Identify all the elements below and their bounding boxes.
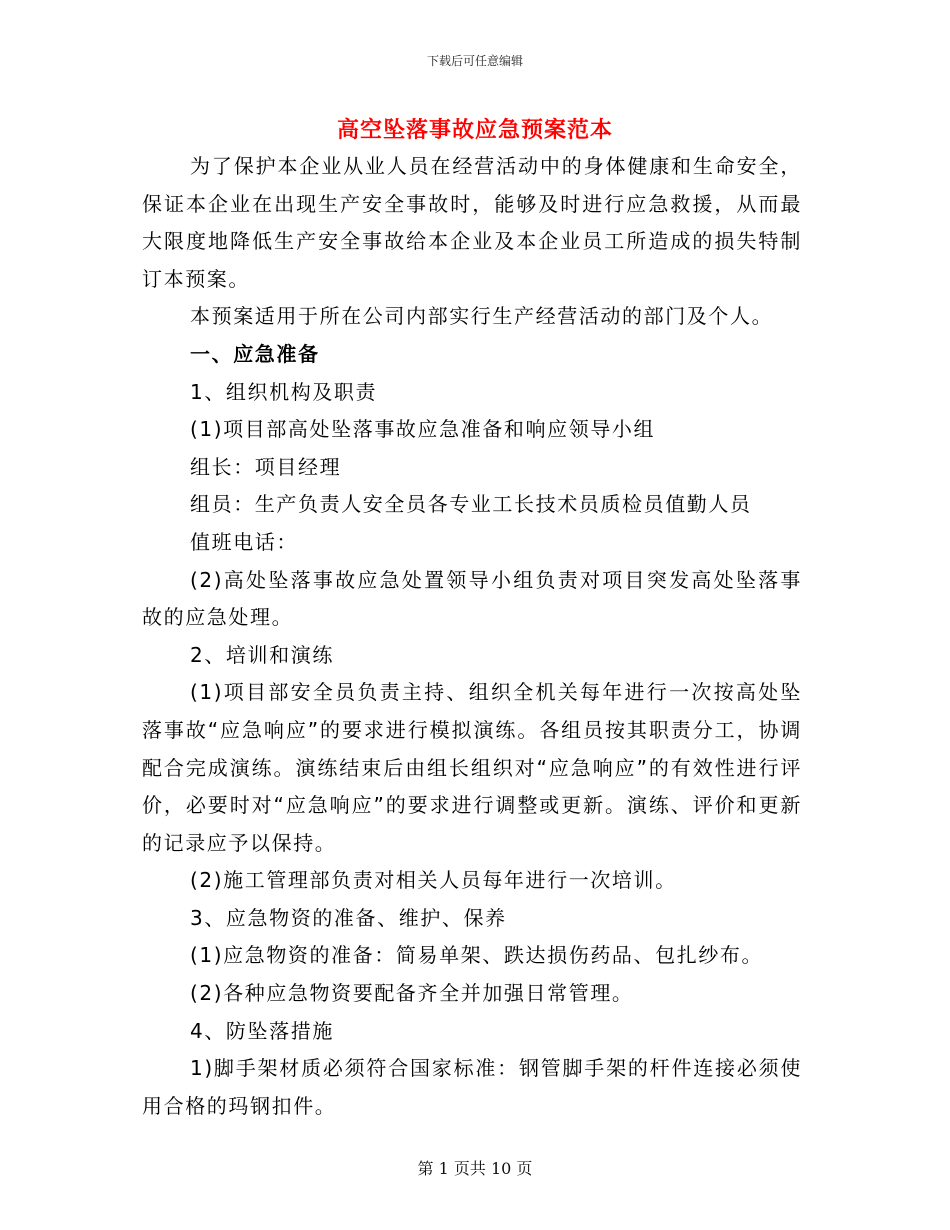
paragraph-supplies-management: (2)各种应急物资要配备齐全并加强日常管理。: [190, 981, 634, 1006]
paragraph-handling-group: (2)高处坠落事故应急处置领导小组负责对项目突发高处坠落事故的应急处理。: [142, 567, 802, 630]
paragraph-group-members: 组员：生产负责人安全员各专业工长技术员质检员值勤人员: [190, 492, 752, 517]
paragraph-supplies-prep: (1)应急物资的准备：简易单架、跌达损伤药品、包扎纱布。: [190, 943, 764, 968]
paragraph-scaffold-material: 1)脚手架材质必须符合国家标准：钢管脚手架的杆件连接必须使用合格的玛钢扣件。: [142, 1056, 802, 1118]
document-title: 高空坠落事故应急预案范本: [336, 118, 613, 143]
paragraph-scope: 本预案适用于所在公司内部实行生产经营活动的部门及个人。: [190, 304, 774, 329]
subsection-fall-prevention: 4、防坠落措施: [190, 1018, 334, 1043]
subsection-organization: 1、组织机构及职责: [190, 379, 378, 404]
page-header-note: 下载后可任意编辑: [426, 54, 523, 68]
subsection-supplies: 3、应急物资的准备、维护、保养: [190, 905, 507, 930]
subsection-training: 2、培训和演练: [190, 642, 334, 667]
paragraph-leadership-group: (1)项目部高处坠落事故应急准备和响应领导小组: [190, 417, 656, 442]
paragraph-drill: (1)项目部安全员负责主持、组织全机关每年进行一次按高处坠落事故“应急响应”的要求进行模拟演练。各组员按其职责分工，协调配合完成演练。演练结束后由组长组织对“应急响应”的有效性进行评价，必要时对“应急响应”的要求进行调整或更新。演练、评价和更新的记录应予以保持。: [142, 680, 802, 855]
section-heading-emergency-preparation: 一、应急准备: [190, 341, 320, 366]
page-number: 第 1 页共 10 页: [417, 1159, 533, 1178]
paragraph-training: (2)施工管理部负责对相关人员每年进行一次培训。: [190, 868, 677, 893]
paragraph-duty-phone: 值班电话：: [190, 529, 298, 554]
paragraph-group-leader: 组长：项目经理: [190, 454, 342, 479]
document-body: [142, 148, 802, 1125]
paragraph-intro: 为了保护本企业从业人员在经营活动中的身体健康和生命安全，保证本企业在出现生产安全事故时，能够及时进行应急救援，从而最大限度地降低生产安全事故给本企业及本企业员工所造成的损失特制订本预案。: [142, 154, 802, 291]
